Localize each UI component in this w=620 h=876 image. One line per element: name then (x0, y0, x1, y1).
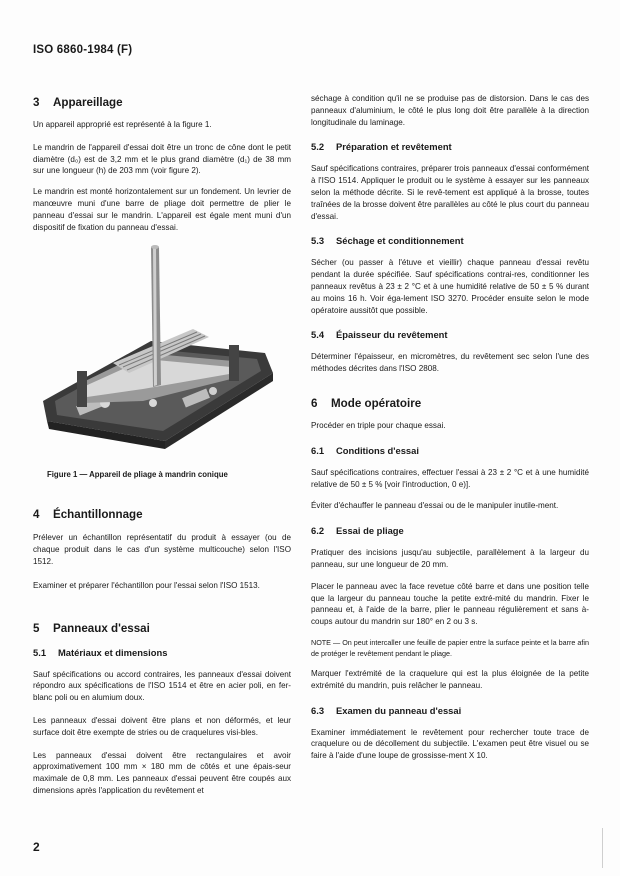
mandrel-apparatus-image (33, 233, 291, 461)
paragraph: Sauf spécifications contraires, préparer trois panneaux d'essai conformément à l'ISO 1514. Appliquer le produit ou le système à essayer sur les panneaux selon la méthode décrite. Si le revê-tement est appliqué à la brosse, toutes traînées de la brosse doivent être parallèles au côté le plus court du panneau d'essai. (311, 164, 589, 221)
paragraph: Sauf spécifications ou accord contraires, les panneaux d'essai doivent répondro aux spécifications de l'ISO 1514 et être en acier poli, en fer-blanc poli ou en alumium doux. (33, 669, 291, 703)
figure-1-illustration (33, 233, 291, 461)
paragraph: Déterminer l'épaisseur, en micromètres, du revêtement sec selon l'une des méthodes décrites dans l'ISO 2808. (311, 352, 589, 374)
section-title: Mode opératoire (331, 396, 422, 410)
left-column (33, 96, 291, 797)
paragraph: Les panneaux d'essai doivent être plans et non déformés, et leur surface doit être exempte de stries ou de craquelures visi-bles. (33, 715, 291, 737)
section-title: Panneaux d'essai (53, 621, 150, 635)
paragraph: Marquer l'extrémité de la craquelure qui est la plus éloignée de la petite extrémité du mandrin, puis relâcher le panneau. (311, 668, 589, 690)
section-number: 6.3 (311, 704, 325, 716)
section-number: 3 (33, 96, 40, 109)
section-6-heading (311, 397, 589, 411)
subsection-5-3-heading (311, 235, 589, 247)
section-title: Examen du panneau d'essai (336, 704, 462, 716)
section-number: 4 (33, 508, 40, 522)
page-number: 2 (33, 840, 40, 854)
section-title: Épaisseur du revêtement (336, 329, 448, 341)
paragraph: Prélever un échantillon représentatif du produit à essayer (ou de chaque produit dans le cas d'un système multicouche) selon l'ISO 1512. (33, 533, 291, 566)
paragraph: Un appareil approprié est représenté à la figure 1. (33, 120, 212, 129)
section-3-heading (33, 96, 291, 110)
subsection-5-2-heading (311, 141, 589, 153)
document-header: ISO 6860-1984 (F) (33, 44, 133, 56)
section-title: Appareillage (53, 96, 123, 109)
paragraph: Le mandrin est monté horizontalement sur un fondement. Un levrier de manœuvre muni d'une barre de pliage doit permettre de plier le panneau d'essai sur le mandrin. L'appareil est égale ment muni d'un dispositif de fixation du panneau d'essai. (33, 187, 291, 232)
section-number: 6.2 (311, 525, 325, 537)
paragraph: Examiner et préparer l'échantillon pour l'essai selon l'ISO 1513. (33, 580, 260, 590)
paragraph: séchage à condition qu'il ne se produise pas de distorsion. Dans le cas des panneaux d'aluminium, le côté le plus long doit être parallèle à la direction longitudinale du laminage. (311, 94, 589, 127)
paragraph: Sécher (ou passer à l'étuve et vieillir) chaque panneau d'essai revêtu pendant la durée spécifiée. Sauf spécifications contrai-res, conditionner les panneaux revêtus à 23 ± 2 °C et à une humidité relative de 50 ± 5 % durant au moins 16 h. Voir éga-lement ISO 3270. Procéder ensuite selon le mode opératoire aussitôt que possible. (311, 258, 589, 315)
subsection-6-3-heading (311, 705, 589, 717)
margin-mark (602, 828, 603, 868)
paragraph: Placer le panneau avec la face revetue côté barre et dans une position telle que la largeur du panneau touche la petite extré-mité du mandrin. Fixer le panneau et, à l'aide de la barre, plier le panneau régulièrement et sans à-coups autour du mandrin sur 180° en 2 ou 3 s. (311, 581, 589, 627)
note: NOTE — On peut intercaller une feuille de papier entre la surface peinte et la barre afin de protéger le revêtement pendant le pliage. (311, 637, 589, 658)
subsection-5-1-heading (33, 647, 291, 659)
section-title: Conditions d'essai (336, 444, 419, 456)
right-column (311, 93, 589, 762)
paragraph: Examiner immédiatement le revêtement pour rechercher toute trace de craquelure ou de décollement du subjectile. L'examen peut être visuel ou se faire à l'aide d'une loupe de grossisse-ment X 10. (311, 727, 589, 761)
section-number: 5.3 (311, 235, 325, 247)
subsection-5-4-heading (311, 329, 589, 341)
paragraph: Éviter d'échauffer le panneau d'essai ou de le manipuler inutile-ment. (311, 501, 559, 511)
section-5-heading (33, 622, 291, 636)
subsection-6-1-heading (311, 445, 589, 457)
section-number: 5.1 (33, 646, 47, 658)
paragraph: Pratiquer des incisions jusqu'au subjectile, parallèlement à la largeur du panneau, sur une longueur de 20 mm. (311, 548, 589, 569)
paragraph: Le mandrin de l'appareil d'essai doit être un tronc de cône dont le petit diamètre (d₀) est de 3,2 mm et le plus grand diamètre (d₁) de 38 mm sur une longueur (h) de 203 mm (voir figure 2). (33, 142, 291, 176)
section-title: Échantillonnage (53, 508, 143, 522)
paragraph: Procéder en triple pour chaque essai. (311, 420, 446, 430)
section-title: Essai de pliage (336, 525, 404, 537)
section-4-heading (33, 508, 291, 522)
section-title: Préparation et revêtement (336, 141, 452, 153)
section-number: 5.4 (311, 329, 325, 341)
section-number: 6 (311, 396, 318, 410)
section-title: Matériaux et dimensions (58, 646, 168, 658)
section-number: 5 (33, 621, 40, 635)
paragraph: Les panneaux d'essai doivent être rectangulaires et avoir approximativement 100 mm × 180 mm de côtés et une épais-seur maximale de 0,8 mm. Les panneaux d'essai peuvent être coupés aux dimensions après l'application du revêtement et (33, 750, 291, 795)
section-title: Séchage et conditionnement (336, 235, 464, 247)
figure-caption: Figure 1 — Appareil de pliage à mandrin conique (47, 470, 228, 480)
paragraph: Sauf spécifications contraires, effectuer l'essai à 23 ± 2 °C et à une humidité relative de 50 ± 5 % [voir l'introduction, 0 e)]. (311, 467, 589, 489)
section-number: 6.1 (311, 444, 325, 456)
section-number: 5.2 (311, 141, 325, 153)
subsection-6-2-heading (311, 525, 589, 537)
